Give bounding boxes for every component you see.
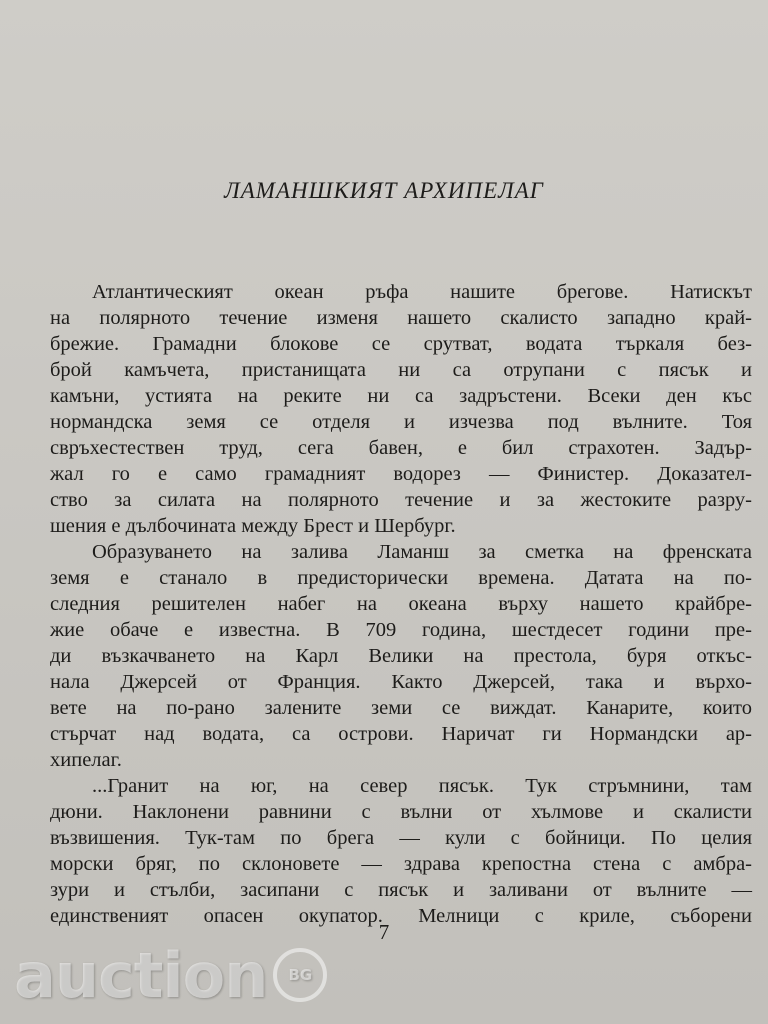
text-line: на полярното течение изменя нашето скалисто западно край-	[50, 307, 752, 329]
text-line: свръхестествен труд, сега бавен, е бил страхотен. Задър-	[50, 437, 752, 459]
chapter-title: ЛАМАНШКИЯТ АРХИПЕЛАГ	[224, 178, 544, 203]
text-line: хипелаг.	[50, 749, 122, 771]
text-line: Атлантическият океан ръфа нашите брегове. Натискът	[92, 281, 752, 303]
text-line: шения е дълбочината между Брест и Шербург.	[50, 515, 456, 537]
text-line: единственият опасен окупатор. Мелници с криле, съборени	[50, 905, 752, 927]
text-line: земя е станало в предисторически времена. Датата на по-	[50, 567, 752, 589]
text-line: дюни. Наклонени равнини с вълни от хълмове и скалисти	[50, 801, 752, 823]
text-line: нормандска земя се отделя и изчезва под вълните. Тоя	[50, 411, 752, 433]
text-line: следния решителен набег на океана върху нашето крайбре-	[50, 593, 752, 615]
text-line: ство за силата на полярното течение и за жестоките разру-	[50, 489, 752, 511]
text-line: жие обаче е известна. В 709 година, шестдесет години пре-	[50, 619, 752, 641]
text-line: възвишения. Тук-там по брега — кули с бойници. По целия	[50, 827, 752, 849]
text-line: морски бряг, по склоновете — здрава крепостна стена с амбра-	[50, 853, 752, 875]
watermark-text: auction	[14, 938, 268, 1012]
text-line: зури и стълби, засипани с пясък и заливани от вълните —	[50, 879, 752, 901]
page-number: 7	[378, 920, 390, 944]
text-line: вете на по-рано залените земи се виждат. Канарите, които	[50, 697, 752, 719]
text-line: брежие. Грамадни блокове се срутват, водата търкаля без-	[50, 333, 752, 355]
text-line: стърчат над водата, са острови. Наричат ги Нормандски ар-	[50, 723, 752, 745]
auction-watermark-logo	[14, 935, 374, 1015]
text-line: нала Джерсей от Франция. Както Джерсей, така и върхо-	[50, 671, 752, 693]
text-line: брой камъчета, пристанищата ни са отрупани с пясък и	[50, 359, 752, 381]
text-line: жал го е само грамадният водорез — Финистер. Доказател-	[50, 463, 752, 485]
watermark-badge: BG	[273, 948, 327, 1002]
text-line: камъни, устията на реките ни са задръстени. Всеки ден къс	[50, 385, 752, 407]
text-line: ди възкачването на Карл Велики на престола, буря откъс-	[50, 645, 752, 667]
text-line: Образуването на залива Ламанш за сметка на френската	[92, 541, 752, 563]
text-line: ...Гранит на юг, на север пясък. Тук стръмнини, там	[92, 775, 752, 797]
